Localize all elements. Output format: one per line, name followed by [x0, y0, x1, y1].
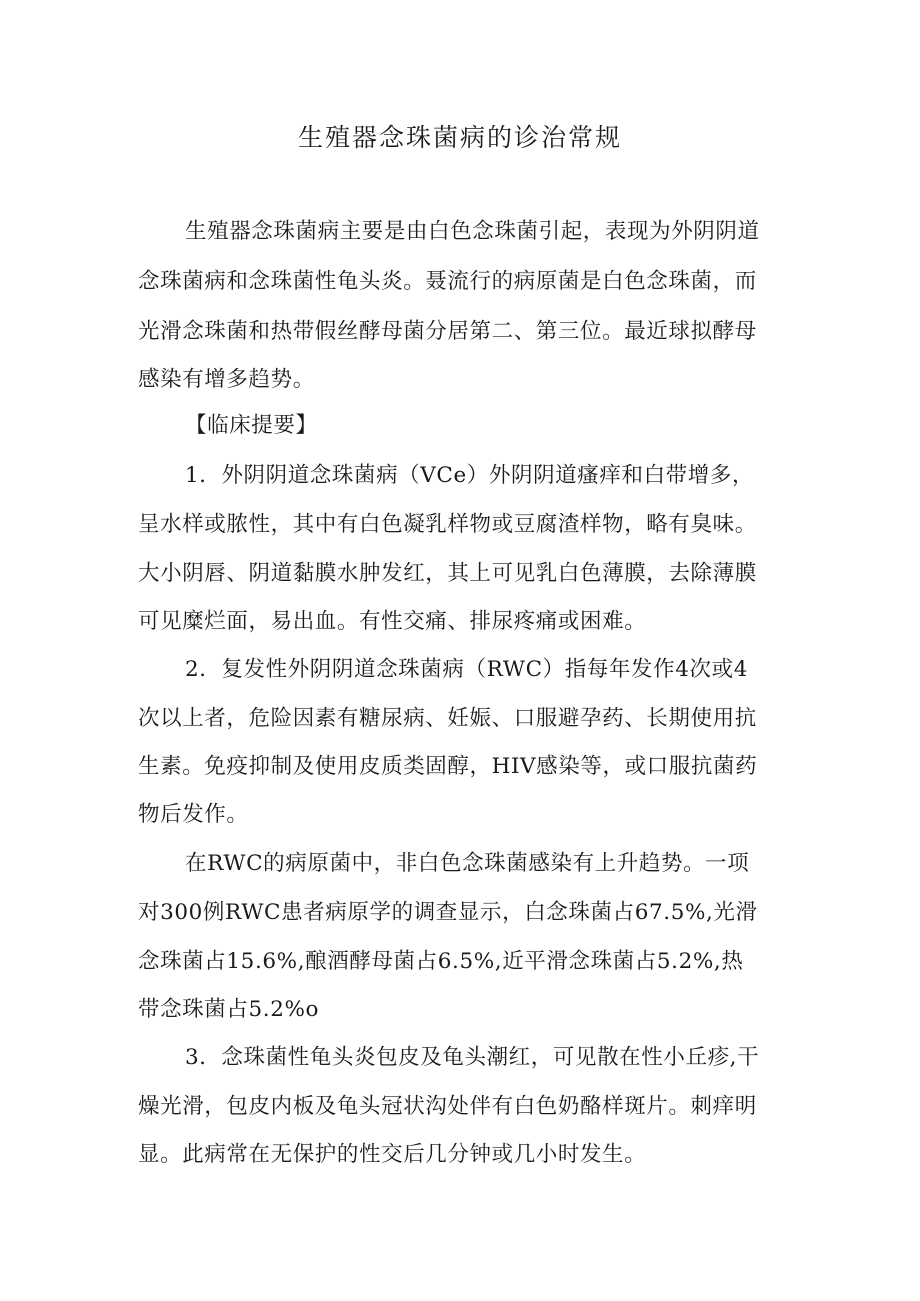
paragraph-line: 带念珠菌占5.2%o — [138, 997, 320, 1022]
paragraph-line: 对300例RWC患者病原学的调查显示，白念珠菌占67.5%,光滑 — [138, 900, 758, 925]
paragraph-line: 念珠菌占15.6%,酿酒酵母菌占6.5%,近平滑念珠菌占5.2%,热 — [138, 949, 744, 974]
paragraph-line: 呈水样或脓性，其中有白色凝乳样物或豆腐渣样物，略有臭味。 — [138, 512, 757, 537]
paragraph-line: 次以上者，危险因素有糖尿病、妊娠、口服避孕药、长期使用抗 — [138, 706, 757, 731]
paragraph-line: 显。此病常在无保护的性交后几分钟或几小时发生。 — [138, 1142, 647, 1167]
paragraph-line: 3．念珠菌性龟头炎包皮及龟头潮红，可见散在性小丘疹,干 — [185, 1045, 760, 1070]
paragraph-line: 生殖器念珠菌病主要是由白色念珠菌引起，表现为外阴阴道 — [185, 219, 760, 244]
paragraph-line: 燥光滑，包皮内板及龟头冠状沟处伴有白色奶酪样斑片。刺痒明 — [138, 1094, 757, 1119]
paragraph-line: 2．复发性外阴阴道念珠菌病（RWC）指每年发作4次或4 — [185, 657, 749, 682]
paragraph-line: 光滑念珠菌和热带假丝酵母菌分居第二、第三位。最近球拟酵母 — [138, 319, 757, 344]
paragraph-line: 生素。免疫抑制及使用皮质类固醇，HIV感染等，或口服抗菌药 — [138, 754, 758, 779]
paragraph-line: 1．外阴阴道念珠菌病（VCe）外阴阴道瘙痒和白带增多， — [185, 463, 755, 488]
paragraph-line: 在RWC的病原菌中，非白色念珠菌感染有上升趋势。一项 — [185, 851, 750, 876]
section-heading: 【临床提要】 — [185, 413, 318, 438]
paragraph-line: 念珠菌病和念珠菌性龟头炎。聂流行的病原菌是白色念珠菌，而 — [138, 269, 757, 294]
paragraph-line: 物后发作。 — [138, 802, 249, 827]
paragraph-line: 可见糜烂面，易出血。有性交痛、排尿疼痛或困难。 — [138, 609, 647, 634]
paragraph-line: 感染有增多趋势。 — [138, 367, 315, 392]
document-title: 生殖器念珠菌病的诊治常规 — [297, 123, 622, 152]
paragraph-line: 大小阴唇、阴道黏膜水肿发红，其上可见乳白色薄膜，去除薄膜 — [138, 561, 757, 586]
